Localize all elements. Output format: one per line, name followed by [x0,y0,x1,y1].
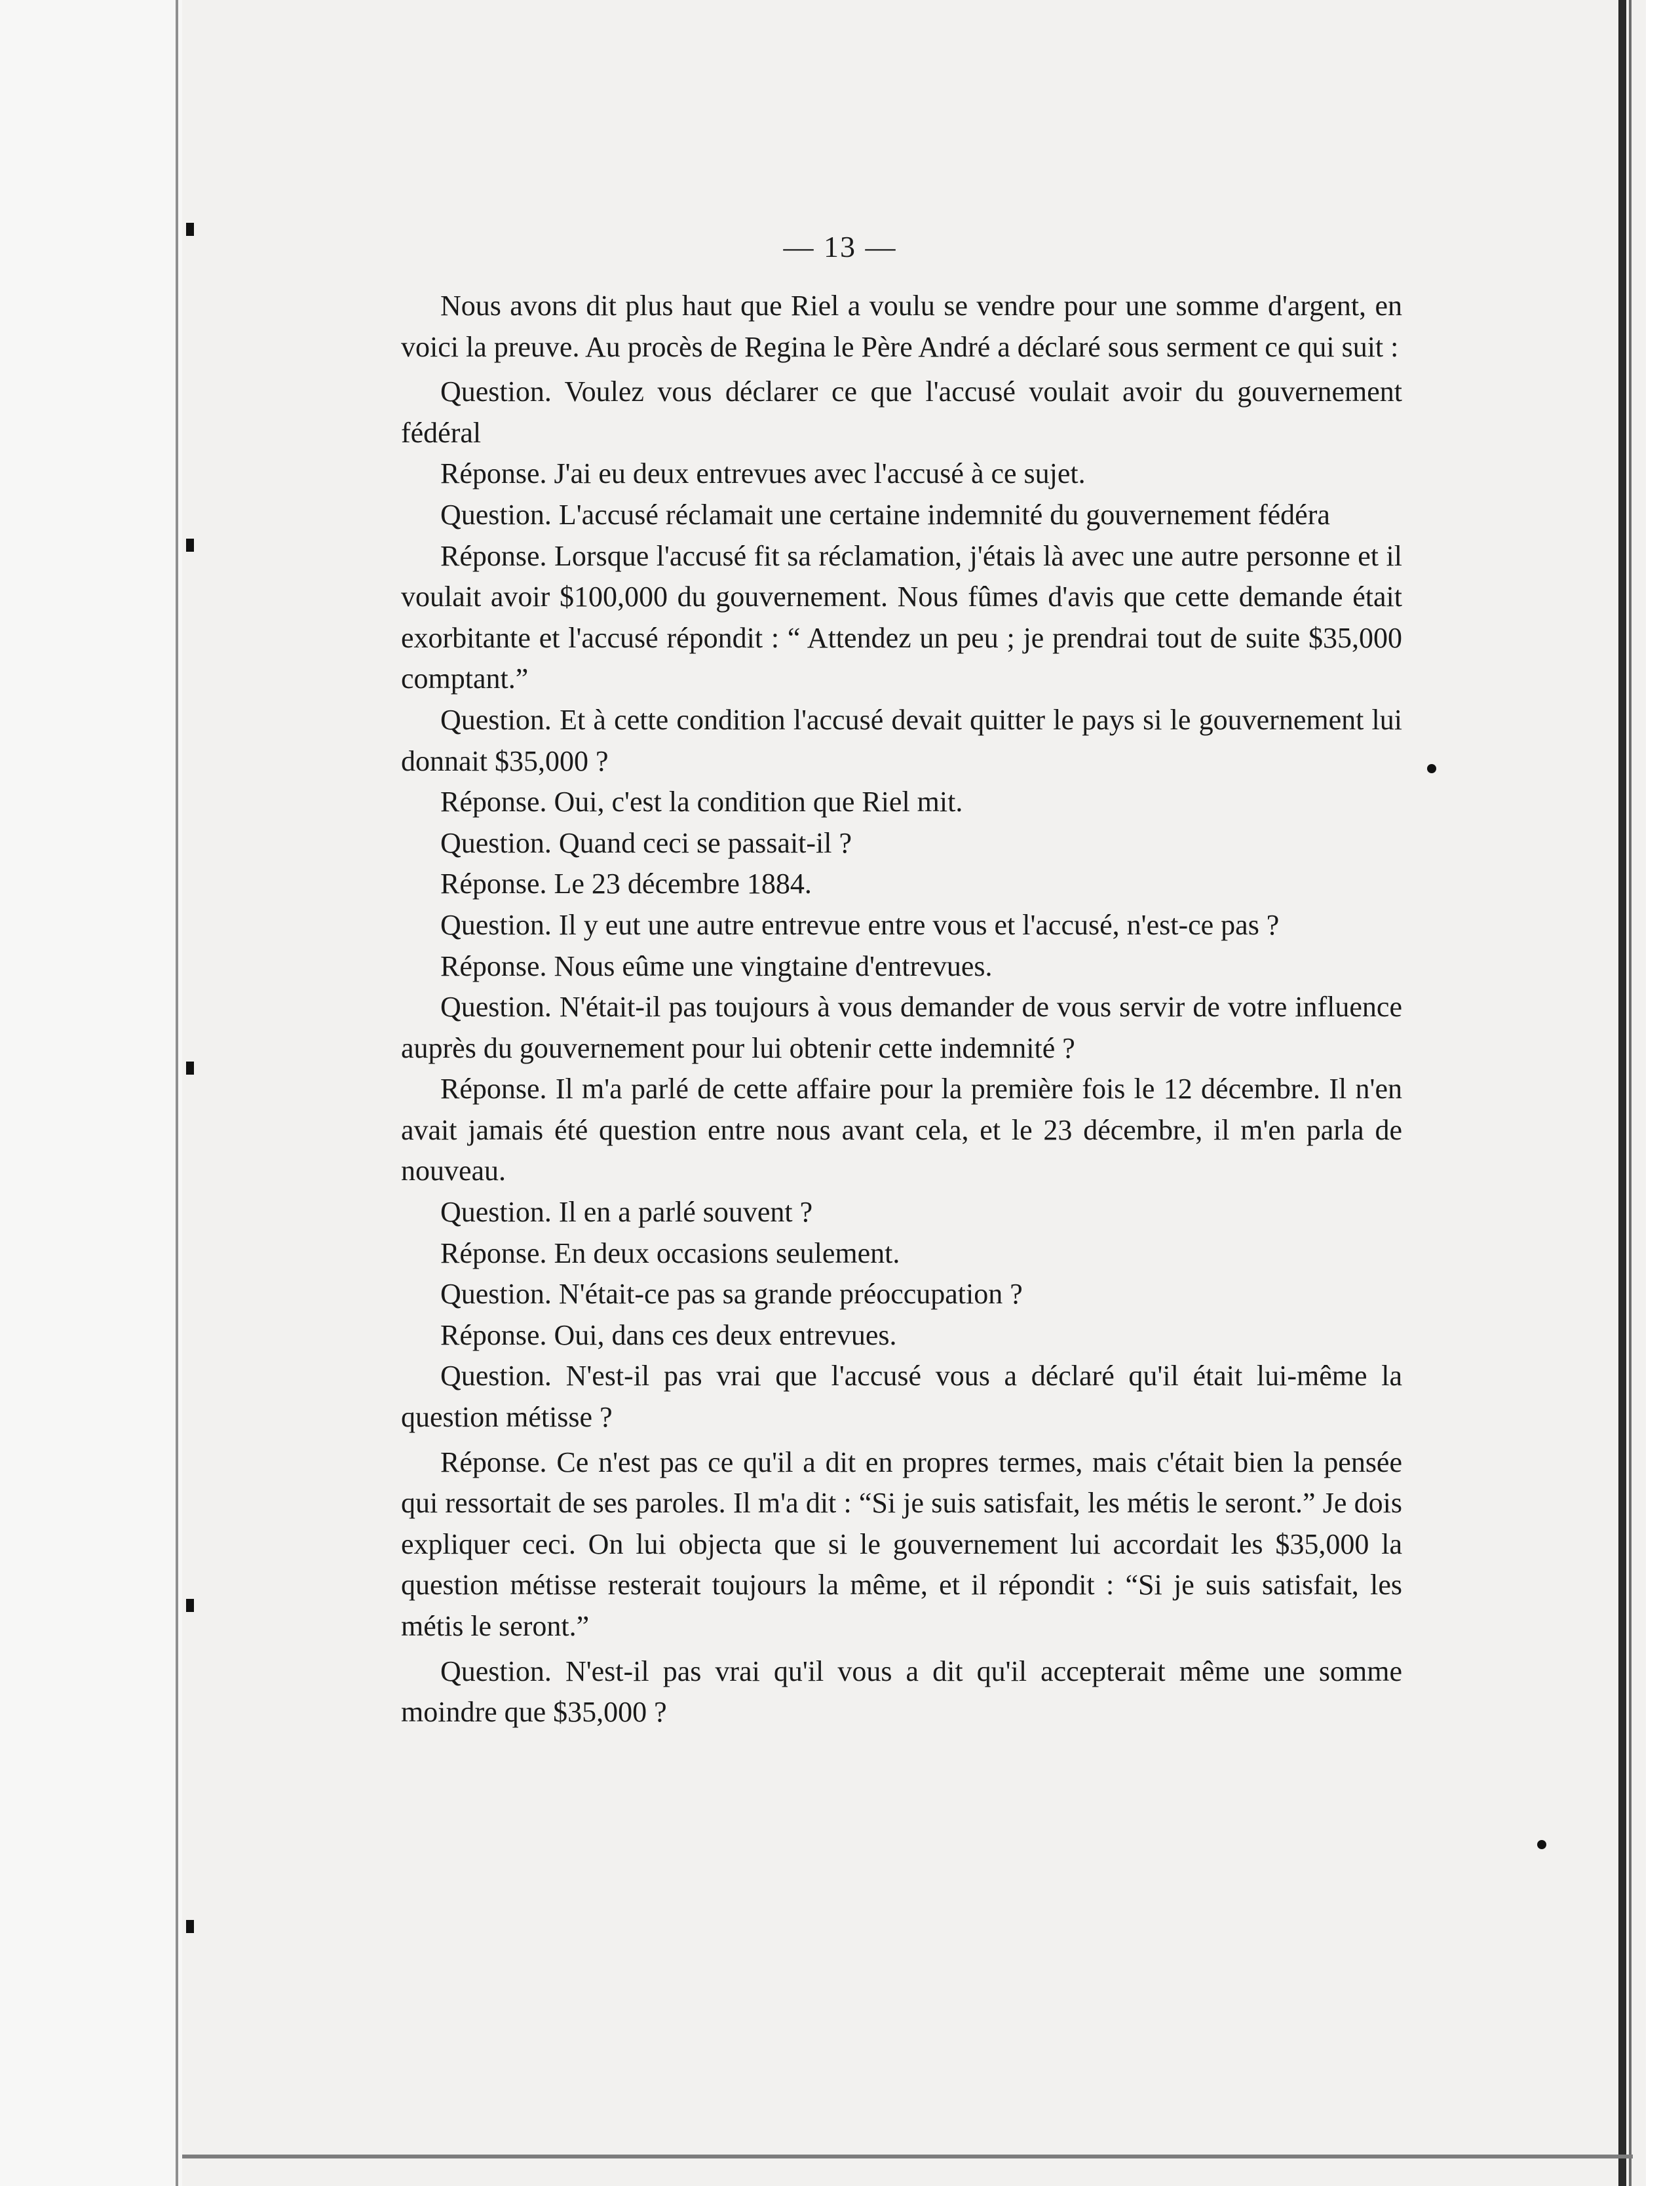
question: Question. Quand ceci se passait-il ? [440,826,852,859]
answer: Réponse. Oui, c'est la condition que Riel mit. [440,786,963,818]
answer: Réponse. En deux occasions seulement. [440,1237,900,1269]
speck [1427,764,1436,773]
binding-mark [186,539,194,552]
page-number: — 13 — [783,230,897,263]
question: Question. N'était-ce pas sa grande préoccupation ? [440,1278,1023,1311]
question: Question. N'était-il pas toujours à vous demander de vous servir de votre influence auprès du gouvernement pour lui obtenir cette indemnité ? [401,991,1402,1064]
binding-mark [186,1599,194,1612]
paragraph-intro: Nous avons dit plus haut que Riel a voulu se vendre pour une somme d'argent, en voici la preuve. Au procès de Regina le Père André a déclaré sous serment ce qui suit : [401,290,1402,363]
question: Question. Il en a parlé souvent ? [440,1196,813,1229]
page-bottom-edge [182,2155,1633,2158]
question: Question. Il y eut une autre entrevue entre vous et l'accusé, n'est-ce pas ? [440,908,1280,941]
question: Question. L'accusé réclamait une certaine indemnité du gouvernement fédéra [440,498,1330,531]
binding-mark [186,1062,194,1075]
answer: Réponse. Nous eûme une vingtaine d'entrevues. [440,949,993,982]
left-gutter [0,0,182,2186]
question: Question. Voulez vous déclarer ce que l'accusé voulait avoir du gouvernement fédéral [401,375,1402,449]
question: Question. N'est-il pas vrai que l'accusé vous a déclaré qu'il était lui-même la question métisse ? [401,1360,1402,1434]
page-right-edge-shadow [1629,0,1632,2186]
answer: Réponse. Lorsque l'accusé fit sa réclamation, j'étais là avec une autre personne et il voulait avoir $100,000 du gouvernement. Nous fûmes d'avis que cette demande était exorbitante et l'accusé répondit : “ Attendez un peu ; je prendrai tout de suite $35,000 comptant.” [401,539,1402,695]
question: Question. Et à cette condition l'accusé devait quitter le pays si le gouvernement lui donnait $35,000 ? [401,703,1402,777]
answer: Réponse. Oui, dans ces deux entrevues. [440,1318,897,1351]
answer: Réponse. J'ai eu deux entrevues avec l'accusé à ce sujet. [440,457,1086,490]
binding-mark [186,1920,194,1933]
answer: Réponse. Le 23 décembre 1884. [440,868,812,900]
speck [1537,1840,1546,1849]
body-text [401,286,1402,1733]
binding-fold-line [176,0,178,2186]
answer: Réponse. Ce n'est pas ce qu'il a dit en propres termes, mais c'était bien la pensée qui ressortait de ses paroles. Il m'a dit : “Si je suis satisfait, les métis le seront.” Je dois expliquer ceci. On lui objecta que si le gouvernement lui accordait les $35,000 la question métisse resterait toujours la même, et il répondit : “Si je suis satisfait, les métis le seront.” [401,1446,1402,1642]
page-right-edge [1618,0,1626,2186]
answer: Réponse. Il m'a parlé de cette affaire pour la première fois le 12 décembre. Il n'en avait jamais été question entre nous avant cela, et le 23 décembre, il m'en parla de nouveau. [401,1073,1402,1187]
question: Question. N'est-il pas vrai qu'il vous a dit qu'il accepterait même une somme moindre que $35,000 ? [401,1655,1402,1729]
